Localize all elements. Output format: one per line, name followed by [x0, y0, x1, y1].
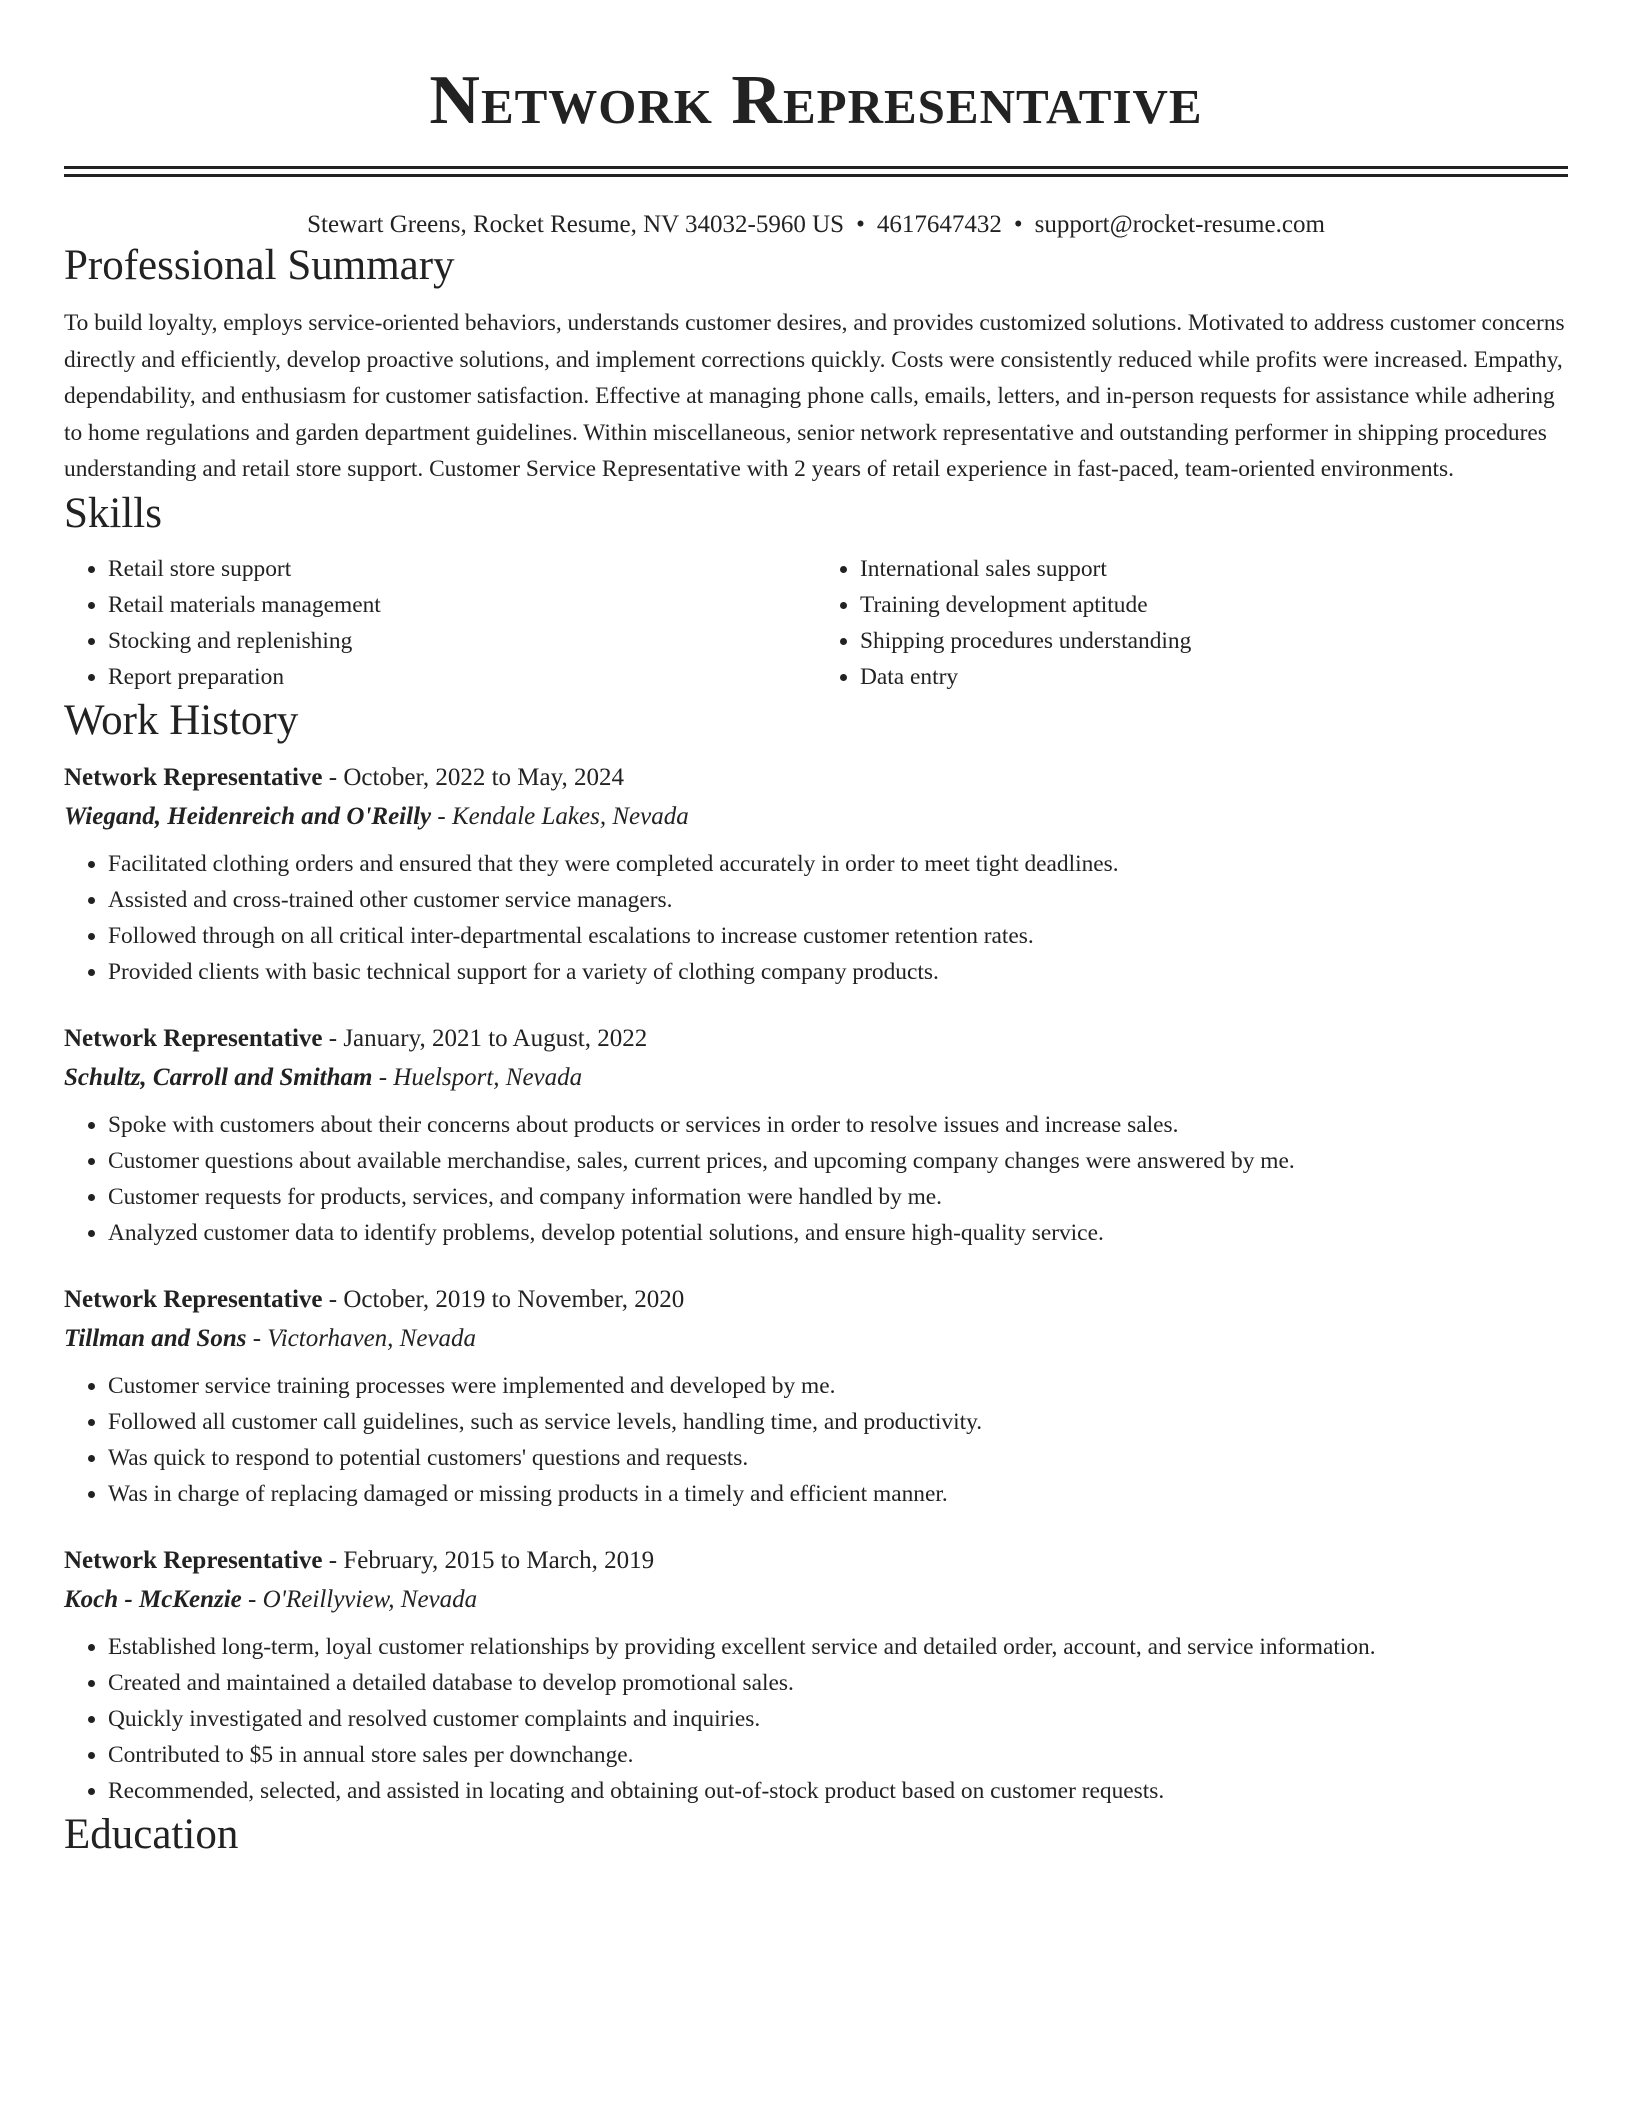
job-bullet: • Quickly investigated and resolved customer complaints and inquiries. — [108, 1701, 1568, 1737]
job-header — [64, 1542, 1568, 1580]
education-heading: Education — [64, 1810, 239, 1858]
job-bullets — [64, 1368, 1568, 1512]
job-bullet: • Customer service training processes were implemented and developed by me. — [108, 1368, 1568, 1404]
summary-text: To build loyalty, employs service-oriented behaviors, understands customer desires, and provides customized solutions. Motivated to address customer concerns directly and efficiently, develop proactive solutions, and implement corrections quickly. Costs were consistently reduced while profits were increased. Empathy, dependability, and enthusiasm for customer satisfaction. Effective at managing phone calls, emails, letters, and in-person requests for assistance while adhering to home regulations and garden department guidelines. Within miscellaneous, senior network representative and outstanding performer in shipping procedures understanding and retail store support. Customer Service Representative with 2 years of retail experience in fast-paced, team-oriented environments. — [64, 310, 1565, 482]
job-bullet: • Spoke with customers about their concerns about products or services in order to resolve issues and increase sales. — [108, 1107, 1568, 1143]
job-bullet: • Established long-term, loyal customer relationships by providing excellent service and detailed order, account, and service information. — [108, 1629, 1568, 1665]
job-header — [64, 1020, 1568, 1058]
job-bullet: • Was quick to respond to potential customers' questions and requests. — [108, 1440, 1568, 1476]
job-dates: - January, 2021 to August, 2022 — [322, 1024, 648, 1052]
job-bullet: • Followed through on all critical inter-departmental escalations to increase customer retention rates. — [108, 918, 1568, 954]
job-header — [64, 1281, 1568, 1319]
job-bullet: • Assisted and cross-trained other customer service managers. — [108, 882, 1568, 918]
job-role: Network Representative — [64, 763, 323, 791]
job-bullets — [64, 1107, 1568, 1251]
job-role: Network Representative — [64, 1024, 323, 1052]
job-bullet: • Customer requests for products, services, and company information were handled by me. — [108, 1179, 1568, 1215]
job-company: Schultz, Carroll and Smitham — [64, 1063, 373, 1091]
job-bullets — [64, 1629, 1568, 1809]
job-bullet: • Followed all customer call guidelines, such as service levels, handling time, and productivity. — [108, 1404, 1568, 1440]
job-location: - O'Reillyview, Nevada — [241, 1585, 478, 1613]
job-location: - Victorhaven, Nevada — [246, 1324, 477, 1352]
job-dates: - October, 2019 to November, 2020 — [322, 1285, 685, 1313]
job-bullet: • Recommended, selected, and assisted in locating and obtaining out-of-stock product based on customer requests. — [108, 1773, 1568, 1809]
skill-item: • Report preparation — [108, 659, 816, 695]
contact-address: Stewart Greens, Rocket Resume, NV 34032-5960 US — [307, 211, 845, 238]
job-entry — [64, 1281, 1568, 1512]
contact-separator: • — [856, 211, 865, 238]
contact-separator: • — [1013, 211, 1023, 238]
job-bullet: • Contributed to $5 in annual store sales per downchange. — [108, 1737, 1568, 1773]
job-bullets — [64, 846, 1568, 990]
skills-column-right — [816, 551, 1568, 695]
job-bullet: • Analyzed customer data to identify problems, develop potential solutions, and ensure high-quality service. — [108, 1215, 1568, 1251]
contact-email: support@rocket-resume.com — [1034, 211, 1325, 238]
job-location: - Huelsport, Nevada — [372, 1063, 583, 1091]
contact-line — [64, 210, 1568, 240]
job-role: Network Representative — [64, 1546, 323, 1574]
job-header — [64, 759, 1568, 797]
job-dates: - February, 2015 to March, 2019 — [322, 1546, 655, 1574]
header-double-rule — [64, 166, 1568, 177]
skills-list — [64, 551, 1568, 695]
skill-item: • International sales support — [860, 551, 1568, 587]
job-employer — [64, 1058, 1568, 1098]
job-bullet: • Customer questions about available merchandise, sales, current prices, and upcoming company changes were answered by me. — [108, 1143, 1568, 1179]
skills-heading: Skills — [64, 489, 162, 537]
skill-item: • Retail materials management — [108, 587, 816, 623]
work-history-heading: Work History — [64, 696, 299, 744]
job-bullet: • Provided clients with basic technical support for a variety of clothing company products. — [108, 954, 1568, 990]
job-role: Network Representative — [64, 1285, 323, 1313]
job-employer — [64, 1319, 1568, 1359]
job-bullet: • Facilitated clothing orders and ensured that they were completed accurately in order to meet tight deadlines. — [108, 846, 1568, 882]
contact-phone: 4617647432 — [876, 211, 1002, 238]
summary-heading: Professional Summary — [64, 242, 455, 289]
job-entry — [64, 1542, 1568, 1809]
skill-item: • Data entry — [860, 659, 1568, 695]
job-company: Wiegand, Heidenreich and O'Reilly — [64, 802, 432, 830]
job-location: - Kendale Lakes, Nevada — [431, 802, 689, 830]
job-company: Koch - McKenzie — [64, 1585, 242, 1613]
job-entry — [64, 759, 1568, 990]
job-company: Tillman and Sons — [64, 1324, 247, 1352]
job-entry — [64, 1020, 1568, 1251]
job-employer — [64, 797, 1568, 837]
job-employer — [64, 1580, 1568, 1620]
job-bullet: • Was in charge of replacing damaged or missing products in a timely and efficient manner. — [108, 1476, 1568, 1512]
skill-item: • Stocking and replenishing — [108, 623, 816, 659]
skill-item: • Training development aptitude — [860, 587, 1568, 623]
skill-item: • Retail store support — [108, 551, 816, 587]
resume-name: Network Representative — [429, 62, 1203, 139]
job-bullet: • Created and maintained a detailed database to develop promotional sales. — [108, 1665, 1568, 1701]
skill-item: • Shipping procedures understanding — [860, 623, 1568, 659]
skills-column-left — [64, 551, 816, 695]
job-dates: - October, 2022 to May, 2024 — [322, 763, 624, 791]
